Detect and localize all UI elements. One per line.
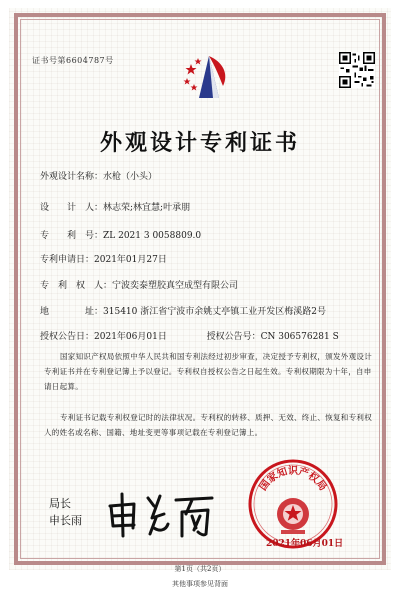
qr-code-icon	[339, 52, 375, 88]
director-signature-icon	[104, 488, 219, 540]
patent-number-label: 专 利 号：	[40, 231, 104, 241]
director-title: 局长	[49, 497, 71, 510]
filing-date-value: 2021年01月27日	[94, 255, 167, 265]
designer-row	[40, 200, 190, 213]
designer-label: 设 计 人：	[40, 203, 104, 213]
address-row	[40, 304, 326, 317]
address-value: 315410 浙江省宁波市余姚丈亭镇工业开发区梅溪路2号	[103, 307, 326, 317]
design-name-row	[40, 169, 157, 182]
address-label: 地 址：	[40, 307, 104, 317]
footer-note: 其他事项参见背面	[172, 580, 228, 588]
announce-date-value: 2021年06月01日	[94, 332, 167, 342]
certificate-number: 证书号第6604787号	[32, 56, 114, 65]
announce-number-label: 授权公告号：	[206, 332, 261, 342]
seal-text: 国家知识产权局	[257, 466, 329, 493]
certificate	[9, 8, 391, 573]
patent-number-row	[40, 228, 201, 241]
design-name-label: 外观设计名称：	[40, 172, 104, 182]
filing-date-label: 专利申请日：	[40, 255, 95, 265]
patentee-label: 专 利 权 人：	[40, 281, 113, 291]
cnipa-emblem-icon	[179, 46, 239, 101]
announce-row	[40, 329, 339, 342]
legal-status-paragraph: 专利证书记载专利权登记时的法律状况。专利权的转移、质押、无效、终止、恢复和专利权人的姓名或名称、国籍、地址变更等事项记载在专利登记簿上。	[44, 413, 372, 437]
filing-date-row	[40, 252, 167, 265]
seal-date: 2021年06月01日	[266, 539, 344, 549]
patentee-value: 宁波奕泰塑胶真空成型有限公司	[112, 281, 239, 291]
patentee-row	[40, 278, 238, 291]
document-title: 外观设计专利证书	[99, 130, 300, 156]
designer-value: 林志荣;林宜慧;叶承朋	[103, 203, 191, 213]
grant-paragraph: 国家知识产权局依照中华人民共和国专利法经过初步审查，决定授予专利权，颁发外观设计专利证书并在专利登记簿上予以登记。专利权自授权公告之日起生效。专利权期限为十年，自申请日起算。	[44, 352, 372, 391]
announce-date-label: 授权公告日：	[40, 332, 95, 342]
announce-number-value: CN 306576281 S	[260, 332, 339, 342]
design-name-value: 水枪（小头）	[103, 172, 158, 182]
patent-number-value: ZL 2021 3 0058809.0	[103, 231, 202, 241]
page-number: 第1页（共2页）	[174, 565, 226, 573]
director-name: 申长雨	[49, 514, 82, 527]
